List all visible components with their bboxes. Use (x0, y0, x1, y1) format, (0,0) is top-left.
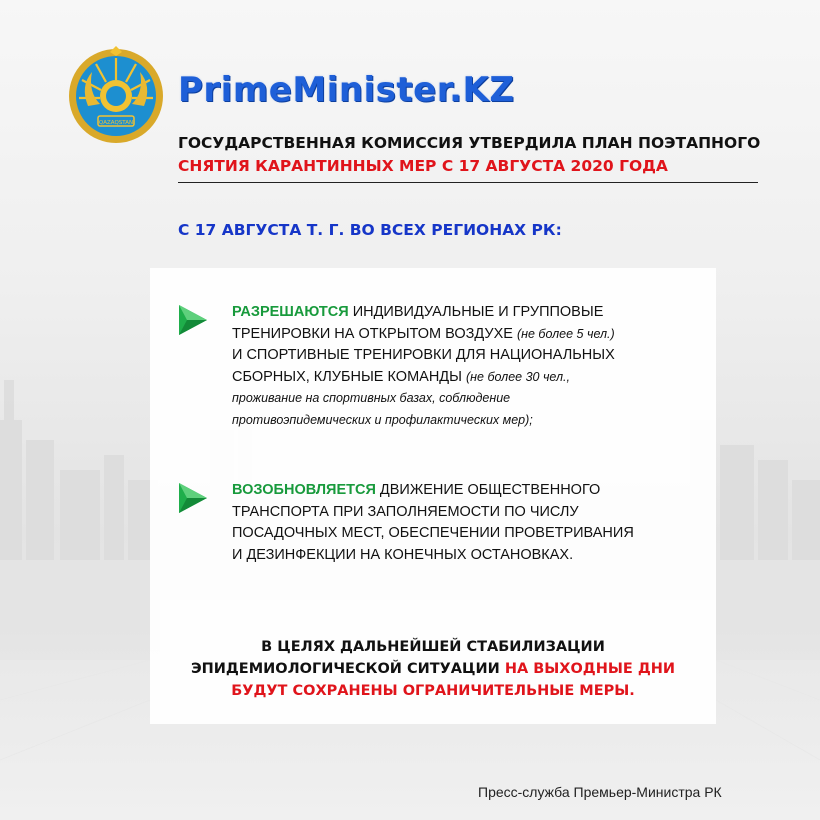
item-note: противоэпидемических и профилактических мер); (232, 412, 533, 427)
item-keyword: ВОЗОБНОВЛЯЕТСЯ (232, 482, 376, 498)
green-arrow-icon (177, 481, 209, 515)
header-divider (178, 182, 758, 183)
item-note: (не более 5 чел.) (516, 326, 615, 341)
region-heading: С 17 АВГУСТА Т. Г. ВО ВСЕХ РЕГИОНАХ РК: (178, 221, 562, 239)
closing-statement (150, 636, 716, 702)
closing-line-2: ЭПИДЕМИОЛОГИЧЕСКОЙ СИТУАЦИИ (190, 661, 505, 677)
green-arrow-icon (177, 303, 209, 337)
item-text: ДВИЖЕНИЕ ОБЩЕСТВЕННОГО (375, 482, 601, 498)
item-text: И ДЕЗИНФЕКЦИИ НА КОНЕЧНЫХ ОСТАНОВКАХ. (232, 546, 574, 563)
closing-line-1: В ЦЕЛЯХ ДАЛЬНЕЙШЕЙ СТАБИЛИЗАЦИИ (261, 639, 605, 655)
svg-text:QAZAQSTAN: QAZAQSTAN (98, 120, 134, 126)
footer-credit: Пресс-служба Премьер-Министра РК (478, 784, 722, 800)
item-text: И СПОРТИВНЫЕ ТРЕНИРОВКИ ДЛЯ НАЦИОНАЛЬНЫХ (232, 347, 615, 364)
item-note: проживание на спортивных базах, соблюдение (232, 391, 511, 406)
item-note: (не более 30 чел., (465, 369, 570, 384)
item-text: ПОСАДОЧНЫХ МЕСТ, ОБЕСПЕЧЕНИИ ПРОВЕТРИВАНИЯ (232, 525, 634, 542)
kazakhstan-state-emblem-icon (66, 46, 166, 146)
item-text: СБОРНЫХ, КЛУБНЫЕ КОМАНДЫ (232, 368, 466, 385)
site-title: PrimeMinister.KZ (178, 70, 515, 110)
closing-line-3: БУДУТ СОХРАНЕНЫ ОГРАНИЧИТЕЛЬНЫЕ МЕРЫ. (231, 683, 635, 699)
list-item (232, 302, 702, 432)
closing-line-2-highlight: НА ВЫХОДНЫЕ ДНИ (504, 661, 676, 677)
list-item (232, 480, 702, 566)
item-text: ТРЕНИРОВКИ НА ОТКРЫТОМ ВОЗДУХЕ (232, 325, 517, 342)
headline-line-1: ГОСУДАРСТВЕННАЯ КОМИССИЯ УТВЕРДИЛА ПЛАН ПОЭТАПНОГО (178, 134, 761, 152)
item-keyword: РАЗРЕШАЮТСЯ (232, 304, 349, 320)
headline-line-2: СНЯТИЯ КАРАНТИННЫХ МЕР С 17 АВГУСТА 2020 ГОДА (178, 157, 668, 175)
item-text: ТРАНСПОРТА ПРИ ЗАПОЛНЯЕМОСТИ ПО ЧИСЛУ (232, 503, 579, 520)
headline (178, 132, 761, 178)
item-text: ИНДИВИДУАЛЬНЫЕ И ГРУППОВЫЕ (348, 304, 604, 320)
